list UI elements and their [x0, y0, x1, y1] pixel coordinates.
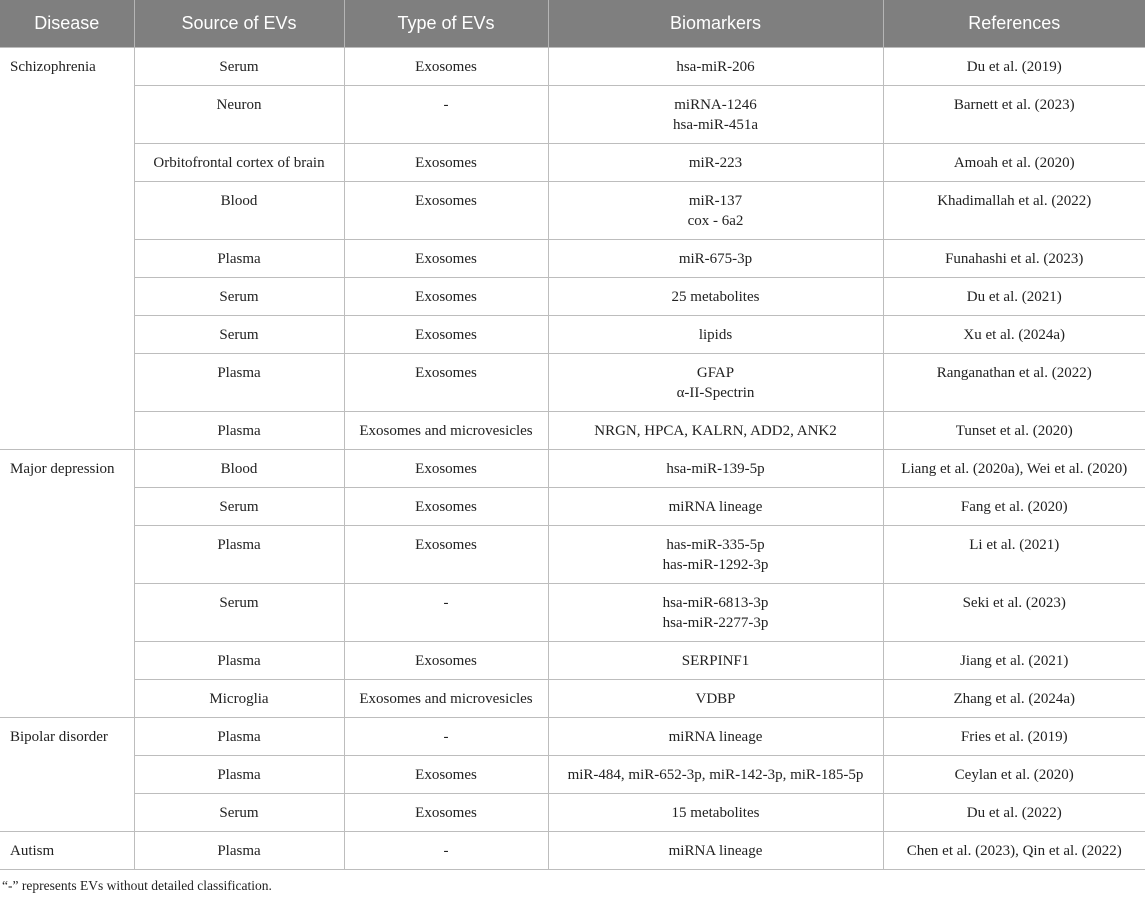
biomarker-line: hsa-miR-139-5p [666, 461, 765, 477]
biomarkers-cell [548, 680, 883, 718]
source-cell: Plasma [134, 526, 344, 584]
biomarkers-cell [548, 316, 883, 354]
biomarkers-cell [548, 584, 883, 642]
table-row [0, 278, 1145, 316]
reference-cell: Fries et al. (2019) [883, 718, 1145, 756]
header-references: References [883, 0, 1145, 48]
table-row [0, 316, 1145, 354]
table-row [0, 450, 1145, 488]
biomarker-line: miRNA lineage [668, 729, 763, 745]
type-cell: Exosomes [344, 794, 548, 832]
biomarkers-cell [548, 240, 883, 278]
reference-cell: Amoah et al. (2020) [883, 144, 1145, 182]
disease-cell: Schizophrenia [0, 48, 134, 450]
reference-cell: Fang et al. (2020) [883, 488, 1145, 526]
table-row [0, 354, 1145, 412]
table-footnote: “-” represents EVs without detailed classification. [2, 878, 272, 893]
header-source: Source of EVs [134, 0, 344, 48]
reference-cell: Seki et al. (2023) [883, 584, 1145, 642]
table-row [0, 718, 1145, 756]
biomarker-line: α-II-Spectrin [676, 385, 755, 401]
biomarker-line: miR-137 [688, 193, 743, 209]
biomarkers-cell [548, 794, 883, 832]
biomarker-line: miR-223 [688, 155, 743, 171]
source-cell: Plasma [134, 832, 344, 870]
table-row [0, 488, 1145, 526]
reference-cell: Liang et al. (2020a), Wei et al. (2020) [883, 450, 1145, 488]
type-cell: Exosomes [344, 488, 548, 526]
biomarker-line: miR-484, miR-652-3p, miR-142-3p, miR-185-5p [567, 767, 864, 783]
type-cell: - [344, 86, 548, 144]
biomarkers-cell [548, 144, 883, 182]
disease-cell: Autism [0, 832, 134, 870]
table-row [0, 412, 1145, 450]
header-biomarkers: Biomarkers [548, 0, 883, 48]
type-cell: Exosomes [344, 642, 548, 680]
type-cell: - [344, 718, 548, 756]
biomarker-line: cox - 6a2 [687, 213, 744, 229]
reference-cell: Chen et al. (2023), Qin et al. (2022) [883, 832, 1145, 870]
type-cell: Exosomes [344, 48, 548, 86]
type-cell: - [344, 832, 548, 870]
biomarkers-cell [548, 450, 883, 488]
source-cell: Serum [134, 48, 344, 86]
source-cell: Blood [134, 450, 344, 488]
biomarker-line: GFAP [696, 365, 735, 381]
biomarker-line: has-miR-335-5p [666, 537, 765, 553]
source-cell: Serum [134, 316, 344, 354]
reference-cell: Li et al. (2021) [883, 526, 1145, 584]
source-cell: Plasma [134, 642, 344, 680]
table-row [0, 832, 1145, 870]
reference-cell: Tunset et al. (2020) [883, 412, 1145, 450]
biomarker-line: hsa-miR-451a [673, 117, 758, 133]
biomarker-line: 25 metabolites [671, 289, 760, 305]
biomarker-line: miR-675-3p [678, 251, 753, 267]
source-cell: Plasma [134, 240, 344, 278]
biomarker-line: 15 metabolites [671, 805, 760, 821]
biomarker-line: has-miR-1292-3p [662, 557, 769, 573]
type-cell: Exosomes [344, 278, 548, 316]
type-cell: Exosomes [344, 182, 548, 240]
source-cell: Plasma [134, 354, 344, 412]
type-cell: Exosomes [344, 354, 548, 412]
table-row [0, 756, 1145, 794]
biomarker-line: miRNA lineage [668, 843, 763, 859]
source-cell: Plasma [134, 718, 344, 756]
source-cell: Serum [134, 278, 344, 316]
source-cell: Serum [134, 794, 344, 832]
table-row [0, 48, 1145, 86]
biomarker-line: miRNA lineage [668, 499, 763, 515]
biomarkers-cell [548, 642, 883, 680]
biomarker-line: hsa-miR-206 [676, 59, 755, 75]
biomarkers-cell [548, 756, 883, 794]
table-row [0, 680, 1145, 718]
reference-cell: Jiang et al. (2021) [883, 642, 1145, 680]
source-cell: Serum [134, 584, 344, 642]
type-cell: Exosomes [344, 450, 548, 488]
type-cell: Exosomes [344, 526, 548, 584]
table-row [0, 794, 1145, 832]
biomarkers-cell [548, 526, 883, 584]
biomarkers-cell [548, 278, 883, 316]
biomarker-line: lipids [698, 327, 733, 343]
table-header [0, 0, 1145, 48]
reference-cell: Zhang et al. (2024a) [883, 680, 1145, 718]
biomarkers-cell [548, 354, 883, 412]
reference-cell: Khadimallah et al. (2022) [883, 182, 1145, 240]
reference-cell: Funahashi et al. (2023) [883, 240, 1145, 278]
biomarkers-cell [548, 718, 883, 756]
reference-cell: Xu et al. (2024a) [883, 316, 1145, 354]
header-type: Type of EVs [344, 0, 548, 48]
table-row [0, 240, 1145, 278]
biomarker-line: VDBP [695, 691, 736, 707]
table-row [0, 584, 1145, 642]
type-cell: Exosomes [344, 756, 548, 794]
type-cell: Exosomes and microvesicles [344, 412, 548, 450]
biomarkers-cell [548, 86, 883, 144]
biomarkers-cell [548, 48, 883, 86]
source-cell: Neuron [134, 86, 344, 144]
source-cell: Microglia [134, 680, 344, 718]
biomarkers-cell [548, 412, 883, 450]
type-cell: Exosomes [344, 144, 548, 182]
type-cell: Exosomes [344, 240, 548, 278]
table-body [0, 48, 1145, 870]
type-cell: Exosomes and microvesicles [344, 680, 548, 718]
reference-cell: Du et al. (2022) [883, 794, 1145, 832]
reference-cell: Du et al. (2021) [883, 278, 1145, 316]
disease-cell: Bipolar disorder [0, 718, 134, 832]
source-cell: Serum [134, 488, 344, 526]
reference-cell: Barnett et al. (2023) [883, 86, 1145, 144]
source-cell: Blood [134, 182, 344, 240]
biomarker-line: miRNA-1246 [674, 97, 757, 113]
table-row [0, 642, 1145, 680]
reference-cell: Ranganathan et al. (2022) [883, 354, 1145, 412]
type-cell: - [344, 584, 548, 642]
biomarker-line: SERPINF1 [681, 653, 750, 669]
table-row [0, 182, 1145, 240]
source-cell: Orbitofrontal cortex of brain [134, 144, 344, 182]
reference-cell: Du et al. (2019) [883, 48, 1145, 86]
table-row [0, 144, 1145, 182]
table-row [0, 86, 1145, 144]
source-cell: Plasma [134, 756, 344, 794]
biomarker-line: NRGN, HPCA, KALRN, ADD2, ANK2 [594, 423, 837, 439]
header-disease: Disease [0, 0, 134, 48]
biomarkers-cell [548, 182, 883, 240]
biomarker-line: hsa-miR-6813-3p [662, 595, 769, 611]
biomarker-line: hsa-miR-2277-3p [662, 615, 769, 631]
type-cell: Exosomes [344, 316, 548, 354]
reference-cell: Ceylan et al. (2020) [883, 756, 1145, 794]
source-cell: Plasma [134, 412, 344, 450]
biomarkers-cell [548, 488, 883, 526]
table-row [0, 526, 1145, 584]
disease-cell: Major depression [0, 450, 134, 718]
biomarkers-cell [548, 832, 883, 870]
